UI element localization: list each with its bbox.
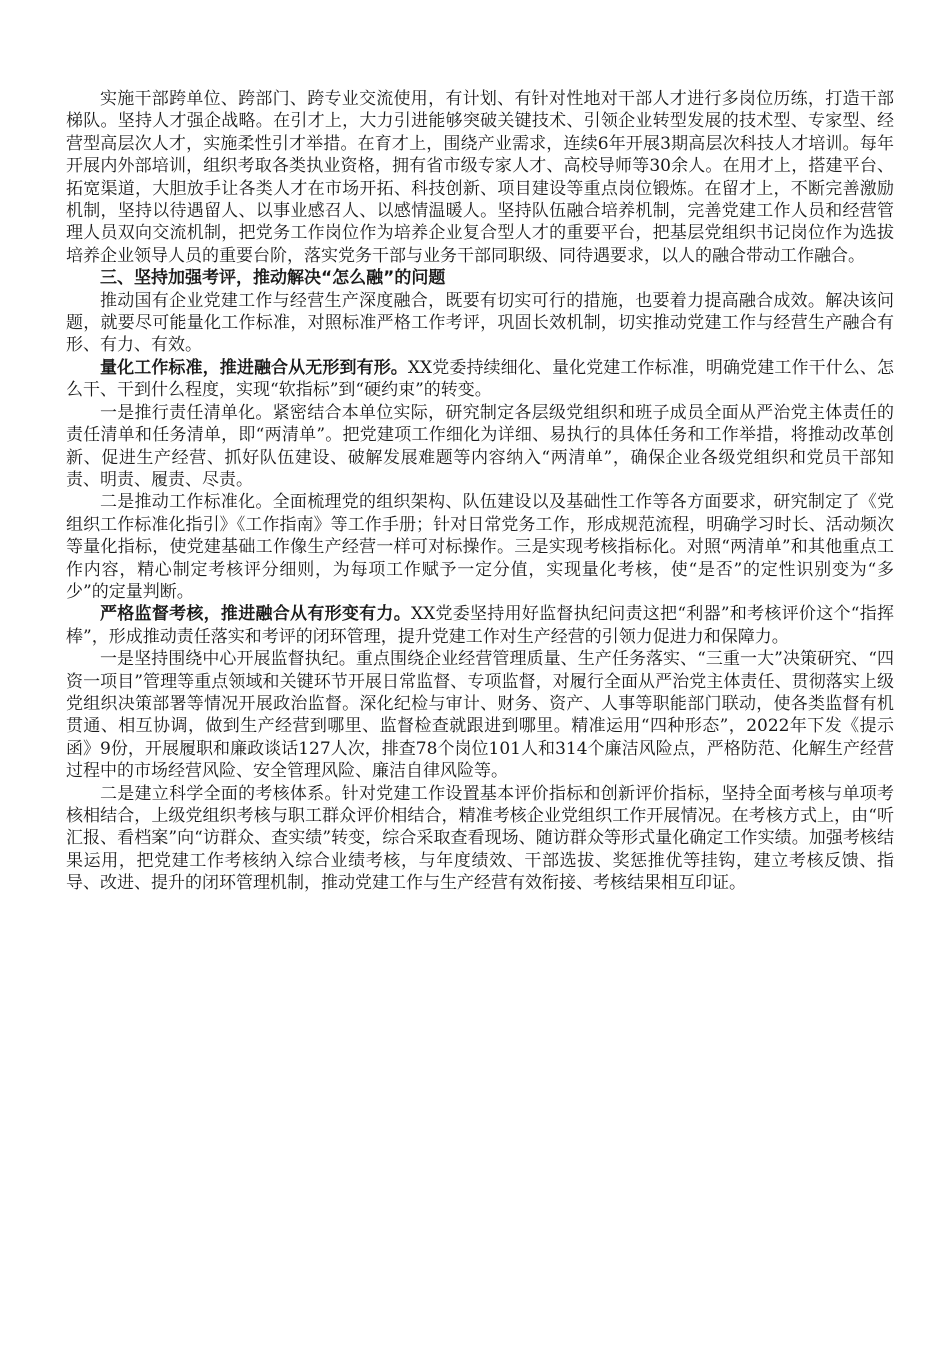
paragraph-responsibility-list: 一是推行责任清单化。紧密结合本单位实际，研究制定各层级党组织和班子成员全面从严治党主体责任的责任清单和任务清单，即“两清单”。把党建项工作细化为详细、易执行的具体任务和工作举措，将推动改革创新、促进生产经营、抓好队伍建设、破解发展难题等内容纳入“两清单”，确保企业各级党组织和党员干部知责、明责、履责、尽责。: [66, 402, 894, 490]
paragraph-work-standardization: 二是推动工作标准化。全面梳理党的组织架构、队伍建设以及基础性工作等各方面要求，研究制定了《党组织工作标准化指引》《工作指南》等工作手册；针对日常党务工作，形成规范流程，明确学习时长、活动频次等量化指标，使党建基础工作像生产经营一样可对标操作。三是实现考核指标化。对照“两清单”和其他重点工作内容，精心制定考核评分细则，为每项工作赋予一定分值，实现量化考核，使“是否”的定性识别变为“多少”的定量判断。: [66, 492, 894, 602]
document-page: [66, 88, 894, 895]
paragraph-body-supervision: XX党委坚持用好监督执纪问责这把“利器”和考核评价这个“指挥棒”，形成推动责任落实和考评的闭环管理，提升党建工作对生产经营的引领力促进力和保障力。: [66, 604, 895, 647]
paragraph-quantify-standards: [66, 357, 894, 402]
paragraph-body-quantify: XX党委持续细化、量化党建工作标准，明确党建工作干什么、怎么干、干到什么程度，实现“软指标”到“硬约束”的转变。: [66, 357, 894, 401]
paragraph-intro: 推动国有企业党建工作与经营生产深度融合，既要有切实可行的措施，也要着力提高融合成效。解决该问题，就要尽可能量化工作标准，对照标准严格工作考评，巩固长效机制，切实推动党建工作与经营生产融合有形、有力、有效。: [66, 290, 894, 356]
paragraph-lead-quantify: 量化工作标准，推进融合从无形到有形。: [100, 357, 408, 378]
paragraph-supervision-discipline: 一是坚持围绕中心开展监督执纪。重点围绕企业经营管理质量、生产任务落实、“三重一大”决策研究、“四资一项目”管理等重点领域和关键环节开展日常监督、专项监督，对履行全面从严治党主体责任、贯彻落实上级党组织决策部署等情况开展政治监督。深化纪检与审计、财务、资产、人事等职能部门联动，使各类监督有机贯通、相互协调，做到生产经营到哪里、监督检查就跟进到哪里。精准运用“四种形态”，2022年下发《提示函》9份，开展履职和廉政谈话127人次，排查78个岗位101人和314个廉洁风险点，严格防范、化解生产经营过程中的市场经营风险、安全管理风险、廉洁自律风险等。: [66, 649, 894, 782]
paragraph-talent-strategy: 实施干部跨单位、跨部门、跨专业交流使用，有计划、有针对性地对干部人才进行多岗位历练，打造干部梯队。坚持人才强企战略。在引才上，大力引进能够突破关键技术、引领企业转型发展的技术型、专家型、经营型高层次人才，实施柔性引才举措。在育才上，围绕产业需求，连续6年开展3期高层次科技人才培训。每年开展内外部培训，组织考取各类执业资格，拥有省市级专家人才、高校导师等30余人。在用才上，搭建平台、拓宽渠道，大胆放手让各类人才在市场开拓、科技创新、项目建设等重点岗位锻炼。在留才上，不断完善激励机制，坚持以待遇留人、以事业感召人、以感情温暖人。坚持队伍融合培养机制，完善党建工作人员和经营管理人员双向交流机制，把党务工作岗位作为培养企业复合型人才的重要平台，把基层党组织书记岗位作为选拔培养企业领导人员的重要台阶，落实党务干部与业务干部同职级、同待遇要求，以人的融合带动工作融合。: [66, 89, 894, 266]
paragraph-lead-supervision: 严格监督考核，推进融合从有形变有力。: [100, 604, 411, 625]
section-heading-3: 三、坚持加强考评，推动解决“怎么融”的问题: [100, 268, 446, 289]
paragraph-strict-supervision: [66, 603, 894, 648]
paragraph-assessment-system: 二是建立科学全面的考核体系。针对党建工作设置基本评价指标和创新评价指标，坚持全面考核与单项考核相结合，上级党组织考核与职工群众评价相结合，精准考核企业党组织工作开展情况。在考核方式上，由“听汇报、看档案”向“访群众、查实绩”转变，综合采取查看现场、随访群众等形式量化确定工作实绩。加强考核结果运用，把党建工作考核纳入综合业绩考核，与年度绩效、干部选拔、奖惩推优等挂钩，建立考核反馈、指导、改进、提升的闭环管理机制，推动党建工作与生产经营有效衔接、考核结果相互印证。: [66, 783, 894, 894]
